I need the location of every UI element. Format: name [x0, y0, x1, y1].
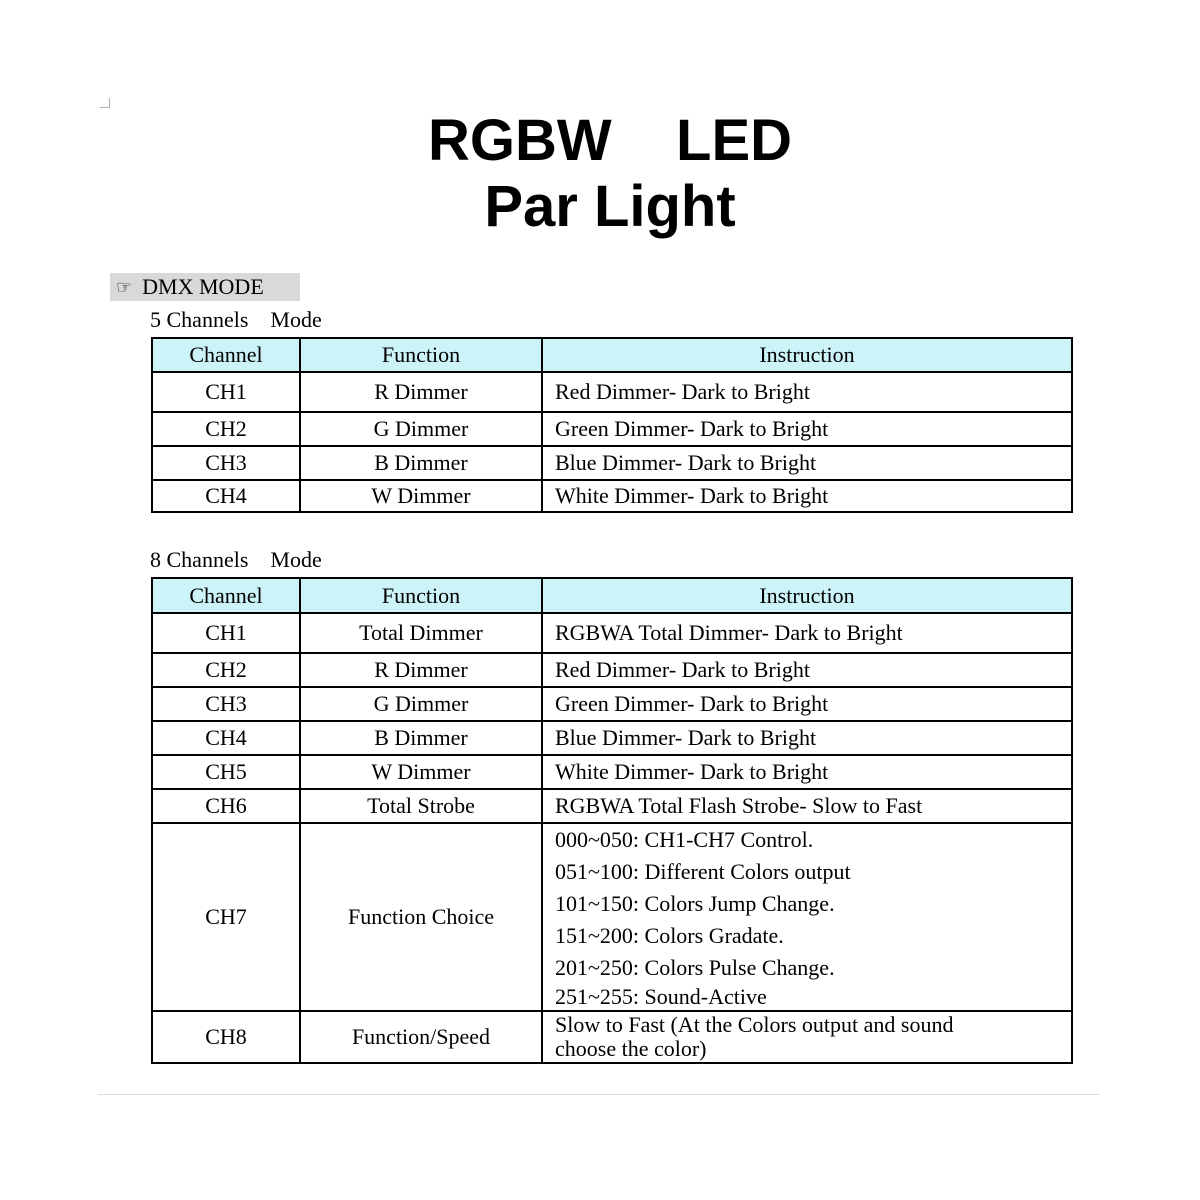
- function-cell: Function/Speed: [300, 1011, 542, 1063]
- table-row: [152, 755, 1072, 789]
- table-row: [152, 446, 1072, 480]
- eight-channel-caption: 8 Channels Mode: [150, 547, 322, 572]
- header-function: Function: [300, 578, 542, 613]
- function-cell: B Dimmer: [300, 721, 542, 755]
- table-row: [152, 789, 1072, 823]
- eight-channel-table: [151, 577, 1073, 1064]
- channel-cell: CH1: [152, 372, 300, 412]
- channel-cell: CH2: [152, 412, 300, 446]
- dmx-mode-label: DMX MODE: [142, 274, 264, 299]
- page-title: [0, 108, 1200, 240]
- instruction-cell: RGBWA Total Flash Strobe- Slow to Fast: [542, 789, 1072, 823]
- channel-cell: CH1: [152, 613, 300, 653]
- instruction-cell: White Dimmer- Dark to Bright: [542, 755, 1072, 789]
- table-row: [152, 823, 1072, 1011]
- table-row: [152, 372, 1072, 412]
- title-line-1: RGBW LED: [427, 108, 793, 173]
- table-row: [152, 412, 1072, 446]
- channel-cell: CH3: [152, 687, 300, 721]
- table-row: [152, 613, 1072, 653]
- instruction-cell: Red Dimmer- Dark to Bright: [542, 653, 1072, 687]
- instruction-line: 151~200: Colors Gradate.: [555, 923, 784, 948]
- five-channel-caption: 5 Channels Mode: [150, 307, 322, 332]
- instruction-line: 000~050: CH1-CH7 Control.: [555, 827, 814, 852]
- function-cell: Total Strobe: [300, 789, 542, 823]
- function-cell: R Dimmer: [300, 653, 542, 687]
- function-cell: Total Dimmer: [300, 613, 542, 653]
- corner-crop-mark: [100, 98, 110, 108]
- function-cell: W Dimmer: [300, 480, 542, 512]
- function-cell: G Dimmer: [300, 412, 542, 446]
- function-cell: B Dimmer: [300, 446, 542, 480]
- header-instruction: Instruction: [542, 578, 1072, 613]
- channel-cell: CH4: [152, 721, 300, 755]
- instruction-cell: Red Dimmer- Dark to Bright: [542, 372, 1072, 412]
- instruction-cell: [542, 823, 1072, 1011]
- dmx-mode-heading: [110, 273, 300, 301]
- instruction-cell: RGBWA Total Dimmer- Dark to Bright: [542, 613, 1072, 653]
- instruction-line: 101~150: Colors Jump Change.: [555, 891, 835, 916]
- instruction-line: choose the color): [555, 1036, 707, 1061]
- table-row: [152, 687, 1072, 721]
- function-cell: Function Choice: [300, 823, 542, 1011]
- channel-cell: CH4: [152, 480, 300, 512]
- function-cell: W Dimmer: [300, 755, 542, 789]
- table-row: [152, 653, 1072, 687]
- channel-cell: CH5: [152, 755, 300, 789]
- header-instruction: Instruction: [542, 338, 1072, 372]
- function-cell: R Dimmer: [300, 372, 542, 412]
- instruction-line: 051~100: Different Colors output: [555, 859, 851, 884]
- pointing-hand-icon: ☞: [116, 276, 133, 298]
- table-row: [152, 1011, 1072, 1063]
- function-cell: G Dimmer: [300, 687, 542, 721]
- channel-cell: CH2: [152, 653, 300, 687]
- channel-cell: CH8: [152, 1011, 300, 1063]
- header-channel: Channel: [152, 338, 300, 372]
- five-channel-table: [151, 337, 1073, 513]
- instruction-cell: White Dimmer- Dark to Bright: [542, 480, 1072, 512]
- instruction-cell: Blue Dimmer- Dark to Bright: [542, 446, 1072, 480]
- header-channel: Channel: [152, 578, 300, 613]
- table-row: [152, 721, 1072, 755]
- channel-cell: CH7: [152, 823, 300, 1011]
- instruction-line: 251~255: Sound-Active: [555, 984, 767, 1009]
- instruction-line: 201~250: Colors Pulse Change.: [555, 955, 835, 980]
- table-row: [152, 480, 1072, 512]
- instruction-cell: Blue Dimmer- Dark to Bright: [542, 721, 1072, 755]
- table-header-row: [152, 578, 1072, 613]
- instruction-cell: [542, 1011, 1072, 1063]
- instruction-line: Slow to Fast (At the Colors output and sound: [555, 1012, 954, 1037]
- bottom-divider: [98, 1094, 1100, 1095]
- channel-cell: CH3: [152, 446, 300, 480]
- title-line-2: Par Light: [484, 174, 736, 239]
- instruction-cell: Green Dimmer- Dark to Bright: [542, 412, 1072, 446]
- instruction-cell: Green Dimmer- Dark to Bright: [542, 687, 1072, 721]
- table-header-row: [152, 338, 1072, 372]
- channel-cell: CH6: [152, 789, 300, 823]
- header-function: Function: [300, 338, 542, 372]
